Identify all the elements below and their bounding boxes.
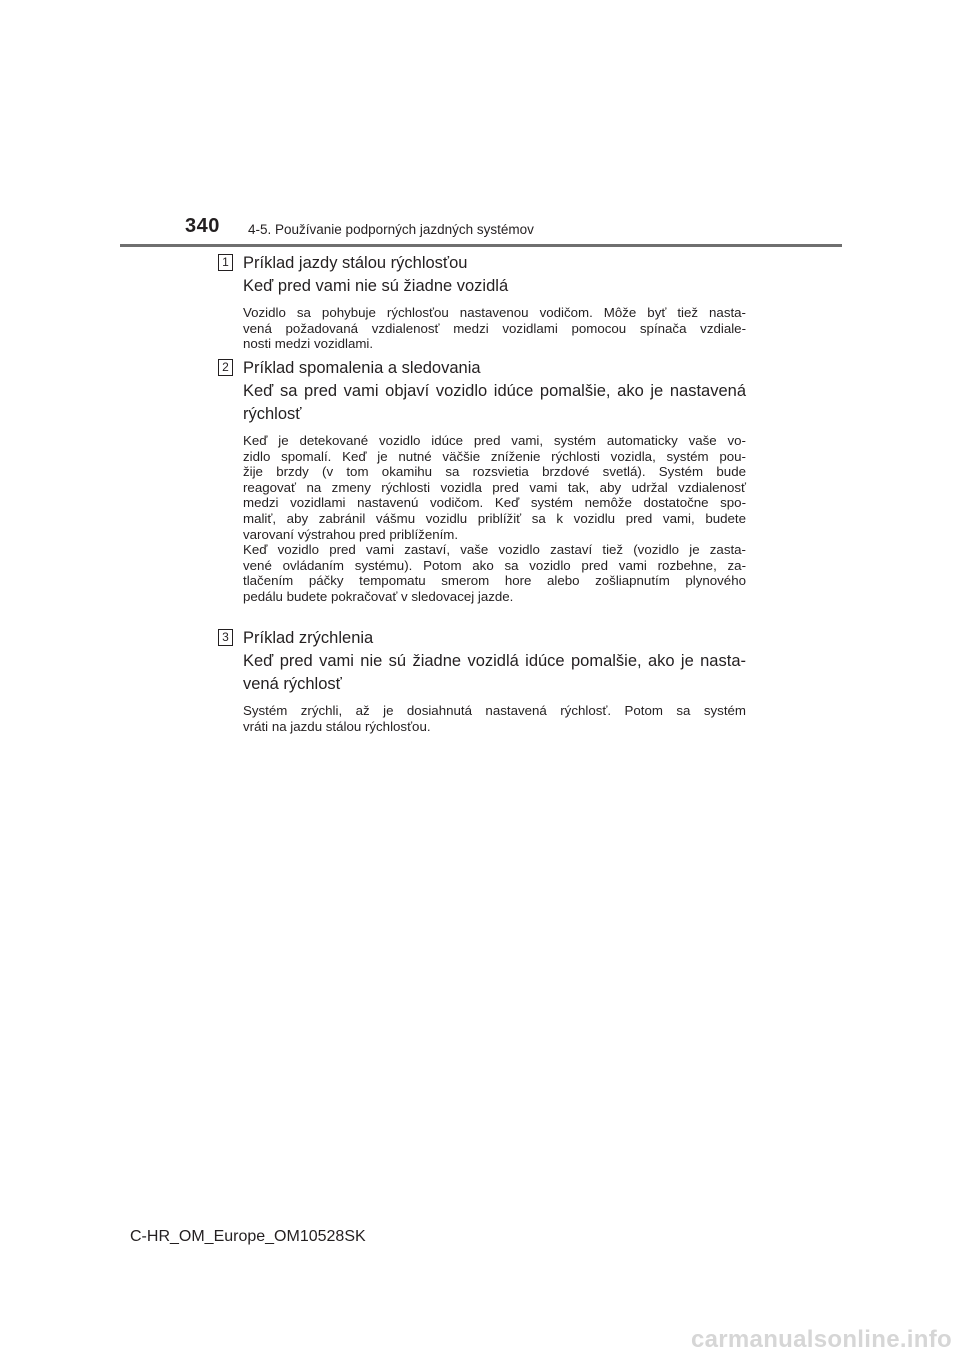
item-paragraph (243, 703, 746, 734)
text-line: varovaní výstrahou pred priblížením. (243, 526, 459, 542)
document-code: C-HR_OM_Europe_OM10528SK (130, 1228, 366, 1245)
text-line: Systém zrýchli, až je dosiahnutá nastavená rýchlosť. Potom sa systém (243, 703, 746, 718)
item-heading-line: rýchlosť (243, 405, 302, 423)
item-heading (243, 252, 746, 298)
item-heading-line: Keď pred vami nie sú žiadne vozidlá idúce pomalšie, ako je nasta- (243, 652, 746, 670)
text-line: reagovať na zmeny rýchlosti vozidla pred vami tak, aby udržal vzdialenosť (243, 479, 746, 495)
text-line: vráti na jazdu stálou rýchlosťou. (243, 718, 431, 734)
text-line: vená požadovaná vzdialenosť medzi vozidlami pomocou spínača vzdiale- (243, 320, 746, 336)
text-line: tlačením páčky tempomatu smerom hore alebo zošliapnutím plynového (243, 573, 746, 589)
page-number: 340 (185, 215, 220, 237)
text-line: medzi vozidlami nastavenú vodičom. Keď systém nemôže dostatočne spo- (243, 495, 746, 511)
item-body (243, 703, 746, 734)
item-body (243, 305, 746, 352)
item-heading-line: Príklad jazdy stálou rýchlosťou (243, 254, 468, 272)
item-number-badge: 1 (218, 254, 233, 271)
item-heading-line: Príklad spomalenia a sledovania (243, 359, 481, 377)
list-item-1 (218, 252, 746, 352)
item-number-badge: 2 (218, 359, 233, 376)
item-body (243, 433, 746, 605)
item-heading-line: vená rýchlosť (243, 675, 342, 693)
text-line: zidlo spomalí. Keď je nutné väčšie zníženie rýchlosti vozidla, systém pou- (243, 448, 746, 464)
text-line: Keď vozidlo pred vami zastaví, vaše vozidlo zastaví tiež (vozidlo je zasta- (243, 542, 746, 558)
item-heading-line: Keď pred vami nie sú žiadne vozidlá (243, 277, 509, 295)
text-line: nosti medzi vozidlami. (243, 336, 374, 352)
item-heading (243, 357, 746, 426)
item-heading-line: Keď sa pred vami objaví vozidlo idúce pomalšie, ako je nastavená (243, 382, 746, 400)
text-line: pedálu budete pokračovať v sledovacej jazde. (243, 588, 514, 604)
item-number-badge: 3 (218, 629, 233, 646)
text-line: Keď je detekované vozidlo idúce pred vami, systém automaticky vaše vo- (243, 433, 746, 448)
watermark: carmanualsonline.info (690, 1326, 952, 1353)
text-line: žije brzdy (v tom okamihu sa rozsvietia brzdové svetlá). Systém bude (243, 464, 746, 480)
item-paragraph (243, 433, 746, 542)
header-divider (120, 244, 842, 247)
text-line: vené ovládaním systému). Potom ako sa vozidlo pred vami rozbehne, za- (243, 557, 746, 573)
section-title: 4-5. Používanie podporných jazdných systémov (248, 222, 534, 237)
text-line: maliť, aby zabránil vášmu vozidlu priblížiť sa k vozidlu pred vami, budete (243, 510, 746, 526)
list-item-2 (218, 357, 746, 605)
item-paragraph (243, 305, 746, 352)
list-item-3 (218, 627, 746, 734)
item-heading-line: Príklad zrýchlenia (243, 629, 374, 647)
text-line: Vozidlo sa pohybuje rýchlosťou nastavenou vodičom. Môže byť tiež nasta- (243, 305, 746, 320)
item-heading (243, 627, 746, 696)
item-paragraph (243, 542, 746, 604)
